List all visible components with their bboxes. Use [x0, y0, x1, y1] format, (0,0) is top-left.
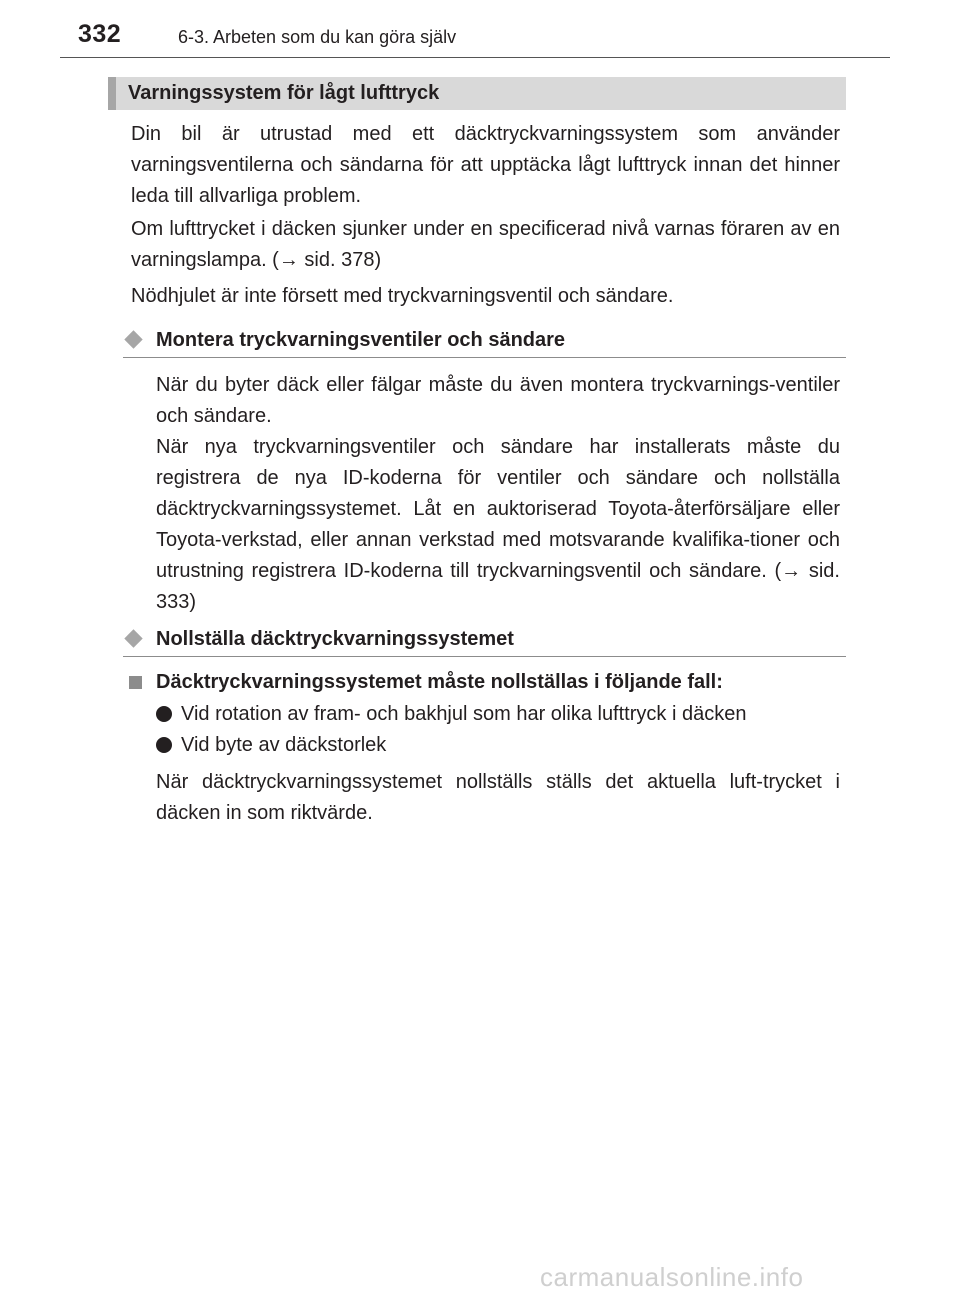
reset-cases-heading-text: Däcktryckvarningssystemet måste nollställas i följande fall:: [156, 671, 723, 693]
montera-heading-text: Montera tryckvarningsventiler och sändare: [156, 329, 566, 351]
list-item-text: Vid byte av däckstorlek: [181, 734, 387, 756]
list-item-text: Vid rotation av fram- och bakhjul som har olika lufttryck i däcken: [181, 703, 747, 725]
nollstalla-heading-text: Nollställa däcktryckvarningssystemet: [156, 628, 514, 650]
montera-heading: [123, 325, 846, 358]
reset-cases-heading: [129, 668, 840, 699]
bullet-dot-icon: [156, 706, 172, 722]
diamond-icon: [124, 330, 142, 348]
square-bullet-icon: [129, 676, 142, 689]
bullet-dot-icon: [156, 737, 172, 753]
page-number: 332: [78, 20, 122, 48]
spare-wheel-paragraph: Nödhjulet är inte försett med tryckvarningsventil och sändare.: [131, 285, 674, 307]
warning-lamp-paragraph: Om lufttrycket i däcken sjunker under en specificerad nivå varnas föraren av en varningslampa. (→ sid. 378): [131, 218, 840, 271]
list-item: [156, 730, 840, 761]
nollstalla-heading: [123, 624, 846, 657]
section-heading: [108, 77, 846, 110]
list-item: [156, 699, 840, 730]
chapter-title: 6-3. Arbeten som du kan göra själv: [178, 27, 457, 47]
reset-note-paragraph: När däcktryckvarningssystemet nollställs ställs det aktuella luft-trycket i däcken in som riktvärde.: [156, 771, 840, 824]
diamond-icon: [124, 629, 142, 647]
watermark: carmanualsonline.info: [540, 1262, 804, 1292]
montera-paragraph-1: När du byter däck eller fälgar måste du även montera tryckvarnings-ventiler och sändare.: [156, 374, 840, 427]
intro-paragraph: Din bil är utrustad med ett däcktryckvarningssystem som använder varningsventilerna och sändarna för att upptäcka lågt lufttryck innan det hinner leda till allvarliga problem.: [131, 123, 840, 207]
section-title: Varningssystem för lågt lufttryck: [128, 82, 440, 104]
header-divider: [60, 57, 890, 58]
montera-paragraph-2: När nya tryckvarningsventiler och sändare har installerats måste du registrera de nya ID-koderna för ventiler och sändare och nollställa däcktryckvarningssystemet. Låt en auktoriserad Toyota-återförsäljare eller Toyota-verkstad, eller annan verkstad med motsvarande kvalifika-tioner och utrustning registrera ID-koderna till tryckvarningsventil och sändare. (→ sid. 333): [156, 436, 840, 613]
